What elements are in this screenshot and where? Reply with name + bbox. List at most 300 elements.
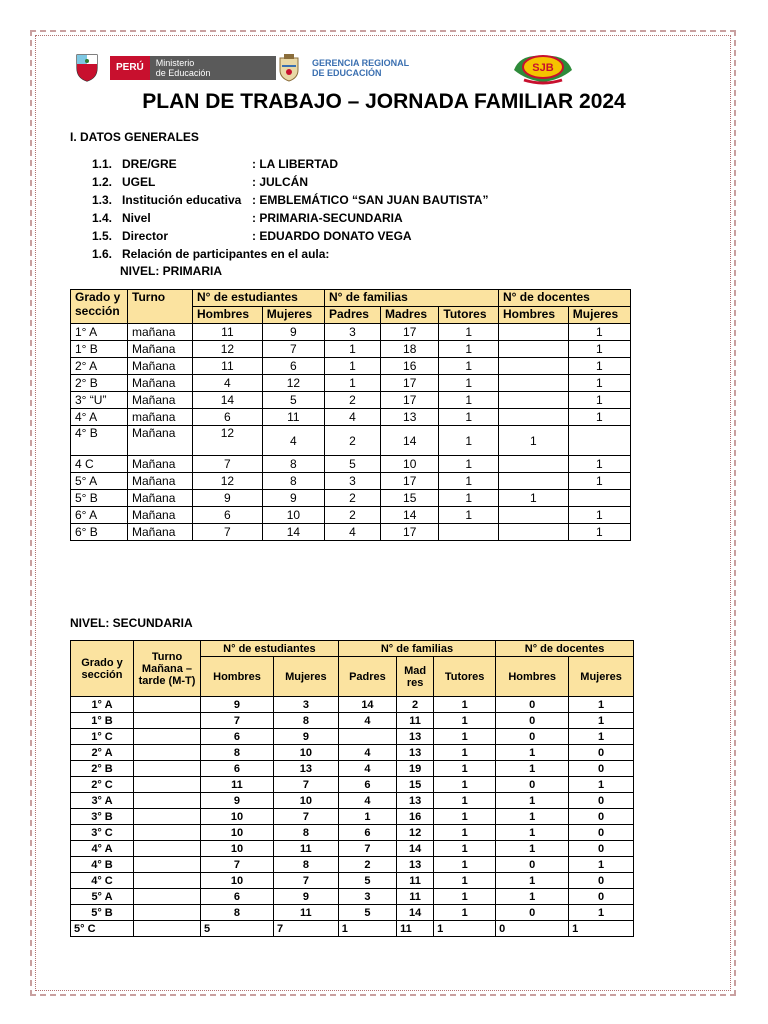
table-row (71, 409, 631, 426)
table-cell: 8 (201, 745, 274, 761)
regional-emblem-icon (278, 52, 300, 82)
table-cell: 10 (201, 809, 274, 825)
table-cell: 1° C (71, 729, 134, 745)
table-row (71, 761, 634, 777)
secondary-table-body (71, 697, 634, 937)
table-cell: 11 (397, 921, 434, 937)
table-cell: 5° B (71, 490, 128, 507)
table-cell: 1 (439, 392, 499, 409)
table-cell: 10 (262, 507, 324, 524)
table-cell: 0 (496, 713, 569, 729)
table-cell: 11 (273, 905, 338, 921)
table-row (71, 793, 634, 809)
table-cell: 1 (496, 873, 569, 889)
table-cell: 0 (496, 729, 569, 745)
table-cell: 1 (434, 889, 496, 905)
table-cell (499, 392, 569, 409)
table-row (71, 713, 634, 729)
table-cell: 8 (262, 473, 324, 490)
table-row (71, 456, 631, 473)
table-cell: 1 (568, 341, 630, 358)
table-cell: 0 (569, 793, 634, 809)
general-data-list (92, 157, 488, 265)
table-cell (499, 358, 569, 375)
secondary-table: Grado y sección Turno Mañana – tarde (M-T) N° de estudiantes N° de familias N° de docentes Hombres Mujeres Padres Mad res Tutores Hombres Mujeres 1° A 9 3 14 2 1 0 1 1° B 7 8 4 11 1 0 1 1° C 6 9 13 1 0 1 2° A 8 10 4 13 1 1 0 2° B 6 13 4 19 1 1 0 2° C 11 7 6 15 1 0 1 3° A 9 10 4 13 1 1 0 3° B 10 7 1 16 1 1 0 3° C 10 8 6 12 1 1 0 4° A 10 11 7 14 1 1 0 4° B 7 8 2 13 1 0 1 4° C 10 7 5 11 1 1 0 5° A 6 9 3 11 1 1 0 5° B 8 11 5 14 1 0 1 5° C 5 7 1 11 1 0 1 (70, 640, 634, 937)
table-cell (568, 490, 630, 507)
table-cell: 4° A (71, 409, 128, 426)
table-cell: 16 (381, 358, 439, 375)
table-cell: 6 (338, 825, 396, 841)
table-cell: 1 (439, 473, 499, 490)
table-cell: 11 (193, 358, 263, 375)
table-cell: 8 (273, 825, 338, 841)
table-cell: 2° C (71, 777, 134, 793)
table-cell: 3 (338, 889, 396, 905)
col-familias: N° de familias (324, 290, 498, 307)
table-cell: 5° C (71, 921, 134, 937)
table-cell: 18 (381, 341, 439, 358)
table-cell: 14 (381, 507, 439, 524)
table-cell (499, 341, 569, 358)
table-cell: 5 (324, 456, 380, 473)
table-cell: 3 (324, 324, 380, 341)
table-cell (439, 524, 499, 541)
table-cell: 17 (381, 524, 439, 541)
peru-coat-of-arms-icon (74, 52, 100, 82)
section-heading: I. DATOS GENERALES (70, 130, 199, 144)
table-cell: Mañana (128, 524, 193, 541)
table-cell: 2° B (71, 761, 134, 777)
table-cell: 9 (273, 889, 338, 905)
ministry-logo (110, 56, 276, 80)
table-cell: 1 (439, 409, 499, 426)
table-cell: 7 (193, 524, 263, 541)
table-cell: 0 (569, 825, 634, 841)
table-row (71, 392, 631, 409)
table-cell: 19 (397, 761, 434, 777)
table-cell: 14 (381, 426, 439, 456)
table-cell: Mañana (128, 456, 193, 473)
table-cell: 2 (324, 392, 380, 409)
table-cell: 0 (569, 889, 634, 905)
table-cell: 2 (338, 857, 396, 873)
table-cell: 2 (397, 697, 434, 713)
table-row (71, 825, 634, 841)
table-cell: 1° A (71, 697, 134, 713)
data-row: 1.6. Relación de participantes en el aula: (92, 247, 330, 261)
table-cell (499, 524, 569, 541)
table-cell: 1 (434, 921, 496, 937)
table-cell: 7 (201, 857, 274, 873)
table-row (71, 809, 634, 825)
table-cell: 9 (201, 793, 274, 809)
table-cell: 1 (439, 341, 499, 358)
table-cell: 13 (397, 729, 434, 745)
table-row (71, 473, 631, 490)
col-turno: Turno Mañana – tarde (M-T) (134, 641, 201, 697)
table-cell: 1 (568, 524, 630, 541)
table-cell: 1 (496, 745, 569, 761)
table-cell (134, 921, 201, 937)
header-logos (70, 48, 700, 88)
table-cell: 1 (434, 713, 496, 729)
table-cell: 1 (434, 905, 496, 921)
table-row (71, 697, 634, 713)
table-cell: 5° A (71, 889, 134, 905)
table-cell: 12 (397, 825, 434, 841)
table-cell: mañana (128, 409, 193, 426)
table-cell: 5 (262, 392, 324, 409)
table-cell: 7 (273, 777, 338, 793)
table-cell (134, 873, 201, 889)
table-cell (568, 426, 630, 456)
table-cell: 13 (397, 793, 434, 809)
table-cell: 14 (338, 697, 396, 713)
table-cell: 1 (496, 761, 569, 777)
table-cell: 12 (262, 375, 324, 392)
table-cell: 9 (201, 697, 274, 713)
table-cell: 1 (434, 857, 496, 873)
table-row (71, 889, 634, 905)
table-row (71, 490, 631, 507)
table-cell: 3° “U” (71, 392, 128, 409)
table-cell: 6° B (71, 524, 128, 541)
table-cell: 8 (262, 456, 324, 473)
table-cell: 9 (262, 324, 324, 341)
table-cell: 3° A (71, 793, 134, 809)
table-cell: 15 (381, 490, 439, 507)
table-cell: 1 (499, 426, 569, 456)
table-cell: 1 (439, 358, 499, 375)
table-cell: 3 (324, 473, 380, 490)
table-cell: 7 (273, 921, 338, 937)
table-cell: Mañana (128, 507, 193, 524)
table-cell (134, 761, 201, 777)
table-cell: 1 (439, 324, 499, 341)
table-cell: 7 (273, 873, 338, 889)
table-cell: 4° B (71, 426, 128, 456)
table-cell (499, 324, 569, 341)
data-row: 1.1. DRE/GRE : LA LIBERTAD (92, 157, 338, 171)
school-crest-icon (510, 50, 576, 86)
table-cell: 3° B (71, 809, 134, 825)
table-cell: 1 (324, 375, 380, 392)
table-cell: 6 (201, 729, 274, 745)
table-cell: 0 (569, 761, 634, 777)
table-cell: 8 (201, 905, 274, 921)
table-cell: 17 (381, 375, 439, 392)
table-cell: mañana (128, 324, 193, 341)
table-cell: 1 (568, 375, 630, 392)
table-cell: Mañana (128, 392, 193, 409)
table-cell: 12 (193, 341, 263, 358)
table-cell: 0 (496, 697, 569, 713)
table-cell: 1 (569, 905, 634, 921)
table-cell: 1 (434, 697, 496, 713)
table-cell: 7 (201, 713, 274, 729)
table-cell: 1 (434, 841, 496, 857)
table-cell: 10 (381, 456, 439, 473)
table-row (71, 857, 634, 873)
col-docentes: N° de docentes (496, 641, 634, 657)
table-cell: Mañana (128, 426, 193, 456)
table-cell: 1 (569, 697, 634, 713)
table-cell: 9 (193, 490, 263, 507)
table-cell: 0 (569, 841, 634, 857)
table-cell (499, 375, 569, 392)
table-cell: 4° A (71, 841, 134, 857)
table-cell (134, 841, 201, 857)
table-cell: 4 (338, 793, 396, 809)
page-title: PLAN DE TRABAJO – JORNADA FAMILIAR 2024 (142, 90, 626, 113)
table-cell: 0 (569, 745, 634, 761)
table-cell: 6 (201, 761, 274, 777)
table-cell: 1 (568, 392, 630, 409)
table-cell: 6 (262, 358, 324, 375)
table-cell: 1 (439, 490, 499, 507)
table-cell: 1 (568, 456, 630, 473)
table-cell: 1 (568, 324, 630, 341)
table-cell: 12 (193, 473, 263, 490)
table-cell: 5 (338, 873, 396, 889)
table-cell: 11 (273, 841, 338, 857)
table-cell: 0 (496, 921, 569, 937)
table-cell (134, 825, 201, 841)
table-cell: 4° B (71, 857, 134, 873)
table-cell: 5 (338, 905, 396, 921)
table-cell: 1° A (71, 324, 128, 341)
table-cell: 6 (193, 507, 263, 524)
table-cell: 4 (262, 426, 324, 456)
primary-table: Grado y sección Turno N° de estudiantes N° de familias N° de docentes Hombres Mujeres Padres Madres Tutores Hombres Mujeres 1° A mañana 11 9 3 17 1 1 1° B Mañana 12 7 1 18 1 1 2° A Mañana 11 6 1 16 1 1 2° B Mañana 4 12 1 17 1 1 3° “U” Mañana 14 5 2 17 1 1 4° A mañana 6 11 4 13 1 1 4° B Mañana 12 4 2 14 1 1 4 C Mañana 7 8 5 10 1 1 5° A Mañana 12 8 3 17 1 1 5° B Mañana 9 9 2 15 1 1 6° A Mañana 6 10 2 14 1 1 6° B Mañana 7 14 4 17 1 (70, 289, 631, 541)
table-row (71, 745, 634, 761)
table-cell: 1 (434, 761, 496, 777)
table-cell: 14 (193, 392, 263, 409)
table-cell: 6 (193, 409, 263, 426)
table-cell: 1 (569, 713, 634, 729)
table-cell: 13 (397, 857, 434, 873)
table-cell (134, 857, 201, 873)
table-cell: 11 (201, 777, 274, 793)
table-cell: 8 (273, 713, 338, 729)
table-cell: 1 (569, 921, 634, 937)
table-cell: 1 (496, 825, 569, 841)
table-row (71, 524, 631, 541)
table-cell: 11 (193, 324, 263, 341)
table-cell: 1° B (71, 713, 134, 729)
table-cell: 10 (273, 793, 338, 809)
table-cell (134, 713, 201, 729)
data-row: 1.4. Nivel : PRIMARIA-SECUNDARIA (92, 211, 403, 225)
table-cell: 1 (569, 729, 634, 745)
table-cell: 7 (193, 456, 263, 473)
table-cell (134, 809, 201, 825)
table-cell: 5° B (71, 905, 134, 921)
data-row: 1.3. Institución educativa : EMBLEMÁTICO “SAN JUAN BAUTISTA” (92, 193, 489, 207)
table-cell: 0 (569, 873, 634, 889)
ministry-name: Ministerio de Educación (150, 56, 276, 80)
table-cell: Mañana (128, 490, 193, 507)
table-cell: 0 (496, 905, 569, 921)
table-cell: 11 (397, 713, 434, 729)
table-cell: 2 (324, 490, 380, 507)
table-cell (134, 793, 201, 809)
table-cell: 1 (439, 375, 499, 392)
table-cell: 2° A (71, 745, 134, 761)
table-cell: 4° C (71, 873, 134, 889)
table-row (71, 729, 634, 745)
table-cell: 1 (338, 809, 396, 825)
table-cell: 13 (273, 761, 338, 777)
table-cell: 1 (439, 426, 499, 456)
table-cell: Mañana (128, 341, 193, 358)
table-cell: 5 (201, 921, 274, 937)
table-cell: 4 (324, 524, 380, 541)
table-cell: 2 (324, 426, 380, 456)
table-cell: 1 (568, 507, 630, 524)
table-cell: 1 (434, 873, 496, 889)
table-cell (499, 409, 569, 426)
table-cell: 0 (569, 809, 634, 825)
table-cell: 1 (434, 793, 496, 809)
table-cell: 10 (201, 873, 274, 889)
col-docentes: N° de docentes (499, 290, 631, 307)
table-cell: 12 (193, 426, 263, 456)
table-cell (134, 729, 201, 745)
table-row (71, 873, 634, 889)
table-cell: 1 (439, 507, 499, 524)
table-cell: 14 (397, 841, 434, 857)
table-cell: 11 (397, 889, 434, 905)
gerencia-regional-logo: GERENCIA REGIONAL DE EDUCACIÓN (312, 58, 410, 78)
table-cell: 16 (397, 809, 434, 825)
table-row (71, 341, 631, 358)
table-cell: 4 C (71, 456, 128, 473)
table-cell: 7 (262, 341, 324, 358)
table-cell (134, 777, 201, 793)
table-cell: 1 (496, 793, 569, 809)
table-cell: 11 (262, 409, 324, 426)
table-cell: 1 (439, 456, 499, 473)
table-cell: 10 (273, 745, 338, 761)
table-cell: 9 (262, 490, 324, 507)
table-cell: 4 (324, 409, 380, 426)
table-cell: 1 (434, 809, 496, 825)
table-cell: 1 (569, 777, 634, 793)
table-cell: 14 (397, 905, 434, 921)
table-row (71, 358, 631, 375)
table-cell: 2° A (71, 358, 128, 375)
table-cell: 1° B (71, 341, 128, 358)
table-cell: 1 (499, 490, 569, 507)
table-cell: 1 (496, 809, 569, 825)
table-cell (338, 729, 396, 745)
table-cell: 1 (568, 409, 630, 426)
level-primary-heading: NIVEL: PRIMARIA (120, 264, 222, 278)
table-cell: 13 (381, 409, 439, 426)
table-cell: 1 (434, 777, 496, 793)
table-cell: 1 (434, 745, 496, 761)
table-row (71, 324, 631, 341)
table-cell: 10 (201, 825, 274, 841)
table-cell: Mañana (128, 375, 193, 392)
table-cell: 8 (273, 857, 338, 873)
table-cell (499, 456, 569, 473)
table-cell: 13 (397, 745, 434, 761)
col-grado: Grado y sección (71, 290, 128, 324)
table-row (71, 507, 631, 524)
table-cell: 17 (381, 392, 439, 409)
data-row: 1.5. Director : EDUARDO DONATO VEGA (92, 229, 412, 243)
table-cell: 4 (193, 375, 263, 392)
table-cell: 4 (338, 745, 396, 761)
table-cell: 0 (496, 777, 569, 793)
table-cell: 2 (324, 507, 380, 524)
table-cell: 14 (262, 524, 324, 541)
table-cell: 11 (397, 873, 434, 889)
table-cell: 9 (273, 729, 338, 745)
table-cell: 1 (568, 358, 630, 375)
table-cell (134, 697, 201, 713)
table-cell: 6° A (71, 507, 128, 524)
table-row (71, 426, 631, 456)
table-cell: Mañana (128, 473, 193, 490)
table-cell: 15 (397, 777, 434, 793)
col-estudiantes: N° de estudiantes (201, 641, 339, 657)
table-cell: 10 (201, 841, 274, 857)
table-cell (134, 745, 201, 761)
table-cell (499, 473, 569, 490)
table-row (71, 905, 634, 921)
table-cell: 0 (496, 857, 569, 873)
table-cell: 17 (381, 473, 439, 490)
table-cell: 5° A (71, 473, 128, 490)
table-row (71, 841, 634, 857)
table-cell (499, 507, 569, 524)
table-cell: 1 (434, 729, 496, 745)
col-familias: N° de familias (338, 641, 495, 657)
table-cell: 1 (569, 857, 634, 873)
table-cell: Mañana (128, 358, 193, 375)
table-row (71, 921, 634, 937)
table-cell: 2° B (71, 375, 128, 392)
table-cell: 1 (324, 358, 380, 375)
table-row (71, 777, 634, 793)
table-cell: 3° C (71, 825, 134, 841)
table-cell: 1 (338, 921, 396, 937)
table-cell: 7 (273, 809, 338, 825)
table-cell: 1 (434, 825, 496, 841)
table-cell: 17 (381, 324, 439, 341)
table-cell (134, 889, 201, 905)
data-row: 1.2. UGEL : JULCÁN (92, 175, 308, 189)
level-secondary-heading: NIVEL: SECUNDARIA (70, 616, 193, 630)
table-row (71, 375, 631, 392)
table-cell (134, 905, 201, 921)
col-grado: Grado y sección (71, 641, 134, 697)
table-cell: 3 (273, 697, 338, 713)
col-estudiantes: N° de estudiantes (193, 290, 325, 307)
table-cell: 1 (324, 341, 380, 358)
table-cell: 4 (338, 713, 396, 729)
table-cell: 1 (496, 889, 569, 905)
table-cell: 6 (201, 889, 274, 905)
table-cell: 7 (338, 841, 396, 857)
primary-table-body (71, 324, 631, 541)
table-cell: 4 (338, 761, 396, 777)
peru-label: PERÚ (110, 56, 150, 80)
col-turno: Turno (128, 290, 193, 324)
